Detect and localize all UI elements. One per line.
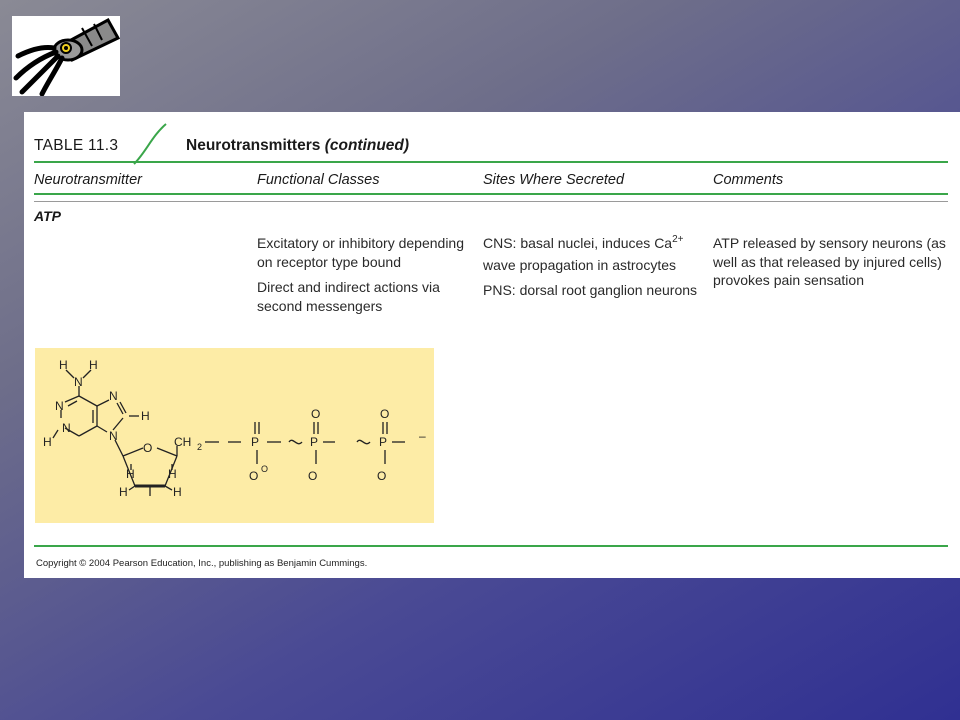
struct-label-n-amine: N [74,375,83,389]
struct-label-p-gamma: P [379,435,388,449]
table-title [186,137,409,155]
col-head-functional-classes: Functional Classes [257,172,380,188]
logo [12,16,120,96]
struct-label-p-beta: P [310,435,319,449]
struct-label-h2-ring: H [43,435,52,449]
table-tab-curve [132,122,182,166]
functional-class-2: Direct and indirect actions via second messengers [257,279,440,314]
col-head-sites: Sites Where Secreted [483,172,625,188]
table-title-suffix: (continued) [324,137,410,154]
functional-class-1: Excitatory or inhibitory depending on receptor type bound [257,235,465,270]
site-cns-part1: CNS: basal nuclei, induces Ca [483,235,673,251]
struct-label-o-minus-1: O [249,469,259,483]
struct-label-h-ribose-4: H [173,485,182,499]
struct-label-n1: N [55,399,64,413]
struct-label-charge-1: O [261,464,269,474]
struct-label-sub2: 2 [197,442,203,452]
struct-label-h-ribose-2: H [168,467,177,481]
struct-label-charge-end: – [419,429,426,443]
header-rule [34,161,948,163]
site-cns-part2: wave propagation in astrocytes [483,256,676,273]
table-panel [24,112,960,578]
struct-label-n3: N [62,421,71,435]
struct-label-h1: H [59,358,68,372]
struct-label-p-alpha: P [251,435,260,449]
footer-rule [34,545,948,547]
struct-label-n7: N [109,389,118,403]
columns-rule [34,193,948,195]
struct-label-h2: H [89,358,98,372]
struct-label-o-minus-2: O [308,469,318,483]
site-cns [483,234,703,274]
comments-cell: ATP released by sensory neurons (as well as that released by injured cells) provokes pain sensation [713,235,946,288]
site-pns: PNS: dorsal root ganglion neurons [483,282,698,298]
columns-subrule [34,201,948,202]
col-head-comments: Comments [713,172,784,188]
functional-classes-cell [257,234,475,322]
struct-label-o-beta: O [311,407,321,421]
struct-label-h-ribose-1: H [126,467,135,481]
sites-cell [483,234,703,307]
struct-label-ch: CH [174,435,192,449]
struct-label-n9: N [109,429,118,443]
row-name: ATP [34,208,61,224]
struct-label-o-minus-3: O [377,469,387,483]
atp-structure [35,348,434,523]
struct-label-o-ring: O [143,441,153,455]
struct-label-h8: H [141,409,150,423]
table-label: TABLE 11.3 [34,137,119,154]
col-head-neurotransmitter: Neurotransmitter [34,172,142,188]
squid-icon [12,16,120,96]
copyright-text: Copyright © 2004 Pearson Education, Inc., publishing as Benjamin Cummings. [36,558,368,569]
struct-label-o-gamma: O [380,407,390,421]
site-cns-superscript: 2+ [672,234,684,245]
table-title-text: Neurotransmitters [186,137,321,154]
struct-label-h-ribose-3: H [119,485,128,499]
